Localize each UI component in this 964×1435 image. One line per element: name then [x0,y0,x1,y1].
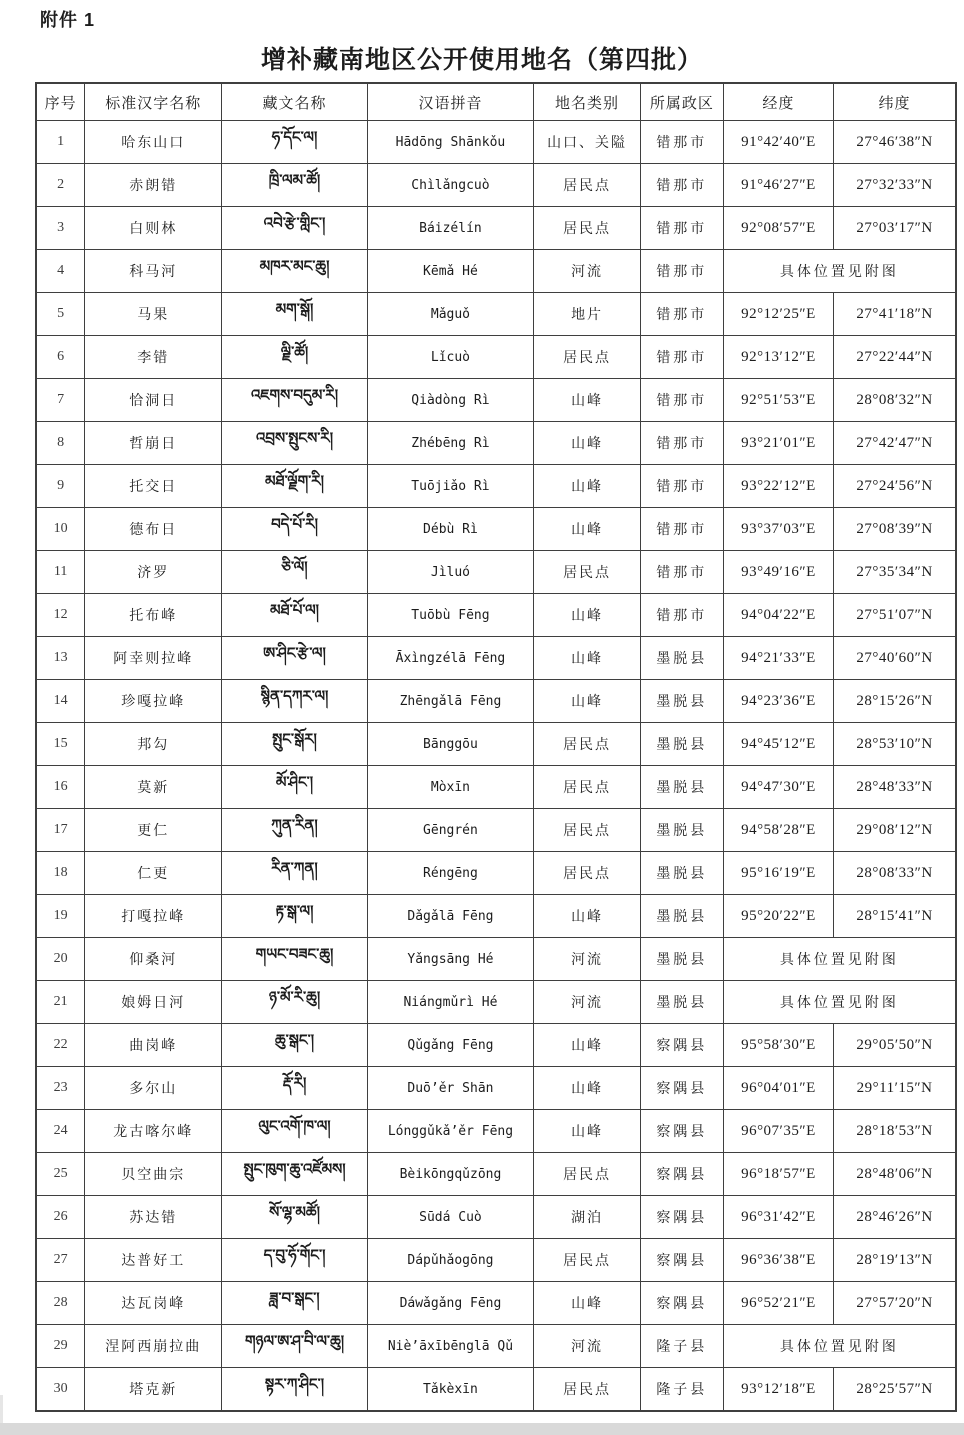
cell-region: 错那市 [640,250,723,293]
table-row [36,852,956,895]
cell-longitude: 93°22′12″E [723,465,833,508]
cell-tibetan-name: མཁར་མང་ཆུ། [222,250,367,293]
cell-longitude: 96°36′38″E [723,1239,833,1282]
table-row [36,422,956,465]
cell-pinyin: Tǎkèxīn [367,1368,534,1412]
cell-tibetan-name: ཆུ་སྒང་། [222,1024,367,1067]
cell-latitude: 27°22′44″N [834,336,956,379]
cell-pinyin: Yǎngsāng Hé [367,938,534,981]
cell-tibetan-name: ཨ་ཤིང་རྩེ་ལ། [222,637,367,680]
cell-no: 19 [36,895,85,938]
cell-no: 13 [36,637,85,680]
cell-chinese-name: 阿幸则拉峰 [85,637,222,680]
cell-category: 居民点 [534,766,641,809]
table-row [36,895,956,938]
table-row [36,809,956,852]
cell-category: 山峰 [534,895,641,938]
cell-longitude: 94°21′33″E [723,637,833,680]
cell-chinese-name: 更仁 [85,809,222,852]
cell-region: 错那市 [640,551,723,594]
cell-no: 7 [36,379,85,422]
cell-tibetan-name: རྡོ་རི། [222,1067,367,1110]
cell-location-note: 具体位置见附图 [723,1325,956,1368]
cell-chinese-name: 李错 [85,336,222,379]
cell-chinese-name: 苏达错 [85,1196,222,1239]
cell-pinyin: Gēngrén [367,809,534,852]
table-row [36,1368,956,1412]
cell-tibetan-name: འབེ་རྩེ་གླིང་། [222,207,367,250]
cell-category: 居民点 [534,207,641,250]
cell-region: 墨脱县 [640,766,723,809]
cell-chinese-name: 恰洞日 [85,379,222,422]
table-row [36,551,956,594]
cell-pinyin: Niè’āxībēnglā Qǔ [367,1325,534,1368]
cell-longitude: 96°31′42″E [723,1196,833,1239]
cell-pinyin: Niángmǔrì Hé [367,981,534,1024]
cell-no: 18 [36,852,85,895]
cell-latitude: 29°08′12″N [834,809,956,852]
place-names-table [35,82,957,1412]
cell-chinese-name: 打嘎拉峰 [85,895,222,938]
cell-latitude: 27°08′39″N [834,508,956,551]
cell-latitude: 28°15′26″N [834,680,956,723]
cell-chinese-name: 托布峰 [85,594,222,637]
cell-pinyin: Zhēngǎlā Fēng [367,680,534,723]
cell-pinyin: Āxìngzélā Fēng [367,637,534,680]
cell-pinyin: Kēmǎ Hé [367,250,534,293]
cell-no: 12 [36,594,85,637]
cell-no: 22 [36,1024,85,1067]
cell-region: 察隅县 [640,1196,723,1239]
cell-no: 6 [36,336,85,379]
cell-longitude: 94°45′12″E [723,723,833,766]
cell-category: 山峰 [534,508,641,551]
cell-region: 错那市 [640,336,723,379]
header-pinyin: 汉语拼音 [367,83,534,121]
cell-pinyin: Hādōng Shānkǒu [367,121,534,164]
cell-tibetan-name: གཉལ་ཨ་ཤ་བི་ལ་ཆུ། [222,1325,367,1368]
cell-no: 24 [36,1110,85,1153]
cell-category: 山峰 [534,594,641,637]
cell-tibetan-name: སྤུང་སྒོར། [222,723,367,766]
table-row [36,1282,956,1325]
cell-tibetan-name: སྟར་ཀ་ཤིང་། [222,1368,367,1412]
cell-chinese-name: 邦勾 [85,723,222,766]
cell-no: 3 [36,207,85,250]
cell-category: 居民点 [534,1368,641,1412]
cell-latitude: 28°19′13″N [834,1239,956,1282]
cell-category: 居民点 [534,164,641,207]
cell-pinyin: Qǔgǎng Fēng [367,1024,534,1067]
cell-chinese-name: 赤朗错 [85,164,222,207]
cell-longitude: 91°46′27″E [723,164,833,207]
cell-longitude: 93°12′18″E [723,1368,833,1412]
cell-pinyin: Dáwǎgǎng Fēng [367,1282,534,1325]
cell-chinese-name: 达普好工 [85,1239,222,1282]
cell-tibetan-name: རྟ་སྒ་ལ། [222,895,367,938]
table-row [36,1110,956,1153]
header-longitude: 经度 [723,83,833,121]
cell-region: 察隅县 [640,1110,723,1153]
cell-chinese-name: 珍嘎拉峰 [85,680,222,723]
table-row [36,1024,956,1067]
cell-chinese-name: 仁更 [85,852,222,895]
cell-region: 墨脱县 [640,637,723,680]
cell-category: 河流 [534,1325,641,1368]
cell-tibetan-name: ཅི་ལོ། [222,551,367,594]
cell-category: 山峰 [534,465,641,508]
cell-category: 山峰 [534,680,641,723]
cell-location-note: 具体位置见附图 [723,938,956,981]
cell-region: 错那市 [640,164,723,207]
cell-latitude: 29°11′15″N [834,1067,956,1110]
table-row [36,465,956,508]
cell-pinyin: Mòxīn [367,766,534,809]
cell-no: 23 [36,1067,85,1110]
cell-latitude: 29°05′50″N [834,1024,956,1067]
cell-category: 地片 [534,293,641,336]
table-row [36,938,956,981]
cell-region: 错那市 [640,594,723,637]
cell-category: 居民点 [534,336,641,379]
table-row [36,207,956,250]
cell-no: 2 [36,164,85,207]
cell-chinese-name: 济罗 [85,551,222,594]
header-latitude: 纬度 [834,83,956,121]
cell-longitude: 95°16′19″E [723,852,833,895]
cell-chinese-name: 科马河 [85,250,222,293]
cell-no: 5 [36,293,85,336]
table-row [36,680,956,723]
cell-latitude: 28°48′06″N [834,1153,956,1196]
cell-region: 隆子县 [640,1368,723,1412]
cell-longitude: 96°07′35″E [723,1110,833,1153]
table-row [36,293,956,336]
cell-pinyin: Lǐcuò [367,336,534,379]
cell-latitude: 27°03′17″N [834,207,956,250]
cell-category: 居民点 [534,809,641,852]
cell-pinyin: Lónggǔkǎ’ěr Fēng [367,1110,534,1153]
cell-chinese-name: 莫新 [85,766,222,809]
table-row [36,336,956,379]
cell-tibetan-name: ཟླ་བ་སྒང་། [222,1282,367,1325]
cell-no: 26 [36,1196,85,1239]
cell-chinese-name: 托交日 [85,465,222,508]
cell-no: 8 [36,422,85,465]
cell-region: 察隅县 [640,1239,723,1282]
cell-region: 错那市 [640,121,723,164]
cell-pinyin: Sūdá Cuò [367,1196,534,1239]
cell-no: 4 [36,250,85,293]
cell-tibetan-name: བདེ་པོ་རི། [222,508,367,551]
cell-longitude: 96°18′57″E [723,1153,833,1196]
cell-pinyin: Dǎgǎlā Fēng [367,895,534,938]
cell-chinese-name: 德布日 [85,508,222,551]
cell-longitude: 94°23′36″E [723,680,833,723]
cell-chinese-name: 贝空曲宗 [85,1153,222,1196]
table-header [36,83,956,121]
header-region: 所属政区 [640,83,723,121]
cell-longitude: 93°37′03″E [723,508,833,551]
cell-region: 墨脱县 [640,723,723,766]
cell-chinese-name: 仰桑河 [85,938,222,981]
cell-pinyin: Débù Rì [367,508,534,551]
cell-region: 错那市 [640,465,723,508]
cell-tibetan-name: མཐོ་ལྗོག་རི། [222,465,367,508]
cell-region: 察隅县 [640,1024,723,1067]
cell-category: 山峰 [534,1024,641,1067]
cell-category: 河流 [534,250,641,293]
cell-region: 错那市 [640,293,723,336]
cell-category: 居民点 [534,1153,641,1196]
header-category: 地名类别 [534,83,641,121]
cell-latitude: 28°08′33″N [834,852,956,895]
cell-longitude: 96°04′01″E [723,1067,833,1110]
cell-region: 错那市 [640,207,723,250]
table-row [36,766,956,809]
cell-latitude: 27°57′20″N [834,1282,956,1325]
cell-latitude: 27°46′38″N [834,121,956,164]
header-tibetan: 藏文名称 [222,83,367,121]
cell-category: 居民点 [534,852,641,895]
cell-location-note: 具体位置见附图 [723,250,956,293]
table-row [36,1153,956,1196]
cell-tibetan-name: འཇགས་བདུམ་རི། [222,379,367,422]
cell-region: 墨脱县 [640,895,723,938]
cell-region: 错那市 [640,422,723,465]
cell-no: 28 [36,1282,85,1325]
header-no: 序号 [36,83,85,121]
table-row [36,1239,956,1282]
cell-chinese-name: 曲岗峰 [85,1024,222,1067]
cell-tibetan-name: མོ་ཤིང་། [222,766,367,809]
cell-chinese-name: 马果 [85,293,222,336]
cell-no: 21 [36,981,85,1024]
table-row [36,594,956,637]
cell-latitude: 27°32′33″N [834,164,956,207]
cell-chinese-name: 龙古喀尔峰 [85,1110,222,1153]
cell-latitude: 28°18′53″N [834,1110,956,1153]
cell-region: 墨脱县 [640,680,723,723]
cell-chinese-name: 哈东山口 [85,121,222,164]
table-row [36,1196,956,1239]
cell-longitude: 91°42′40″E [723,121,833,164]
cell-latitude: 27°40′60″N [834,637,956,680]
table-row [36,508,956,551]
cell-category: 居民点 [534,723,641,766]
table-row [36,1067,956,1110]
cell-region: 墨脱县 [640,938,723,981]
cell-no: 10 [36,508,85,551]
cell-pinyin: Réngēng [367,852,534,895]
cell-region: 错那市 [640,508,723,551]
cell-region: 墨脱县 [640,809,723,852]
cell-latitude: 28°08′32″N [834,379,956,422]
cell-region: 隆子县 [640,1325,723,1368]
cell-pinyin: Dápǔhǎogōng [367,1239,534,1282]
cell-chinese-name: 哲崩日 [85,422,222,465]
cell-region: 察隅县 [640,1282,723,1325]
cell-chinese-name: 涅阿西崩拉曲 [85,1325,222,1368]
cell-tibetan-name: སྤུང་ཁུག་ཆུ་འཛོམས། [222,1153,367,1196]
cell-tibetan-name: རིན་ཀན། [222,852,367,895]
cell-pinyin: Báizélín [367,207,534,250]
cell-chinese-name: 塔克新 [85,1368,222,1412]
cell-latitude: 27°24′56″N [834,465,956,508]
cell-pinyin: Zhébēng Rì [367,422,534,465]
cell-latitude: 27°41′18″N [834,293,956,336]
cell-tibetan-name: མག་སྒོ། [222,293,367,336]
table-row [36,723,956,766]
cell-chinese-name: 多尔山 [85,1067,222,1110]
cell-tibetan-name: ལུང་འགོ་ཁ་ལ། [222,1110,367,1153]
page-title: 增补藏南地区公开使用地名（第四批） [260,46,703,74]
cell-latitude: 28°53′10″N [834,723,956,766]
cell-pinyin: Duō’ěr Shān [367,1067,534,1110]
cell-region: 墨脱县 [640,852,723,895]
cell-tibetan-name: སོ་ལྷ་མཚོ། [222,1196,367,1239]
attachment-label: 附件 1 [40,10,96,30]
cell-latitude: 28°25′57″N [834,1368,956,1412]
cell-tibetan-name: ལྗི་ཚོ། [222,336,367,379]
cell-tibetan-name: ད་བུ་ཧོ་གོང་། [222,1239,367,1282]
cell-tibetan-name: ཀུན་རིན། [222,809,367,852]
cell-chinese-name: 白则林 [85,207,222,250]
cell-no: 27 [36,1239,85,1282]
cell-location-note: 具体位置见附图 [723,981,956,1024]
cell-no: 14 [36,680,85,723]
header-name: 标准汉字名称 [85,83,222,121]
cell-tibetan-name: ཉ་མོ་རི་ཆུ། [222,981,367,1024]
cell-longitude: 94°58′28″E [723,809,833,852]
cell-no: 25 [36,1153,85,1196]
cell-latitude: 28°46′26″N [834,1196,956,1239]
table-row [36,981,956,1024]
cell-tibetan-name: སྙིན་དཀར་ལ། [222,680,367,723]
page-bottom-band [0,1423,964,1435]
cell-longitude: 94°04′22″E [723,594,833,637]
cell-tibetan-name: འབྲས་སྤུངས་རི། [222,422,367,465]
cell-pinyin: Tuōbù Fēng [367,594,534,637]
cell-latitude: 27°51′07″N [834,594,956,637]
cell-pinyin: Qiàdòng Rì [367,379,534,422]
cell-no: 1 [36,121,85,164]
cell-category: 山峰 [534,422,641,465]
cell-no: 11 [36,551,85,594]
cell-category: 山峰 [534,1067,641,1110]
cell-longitude: 94°47′30″E [723,766,833,809]
cell-chinese-name: 达瓦岗峰 [85,1282,222,1325]
cell-longitude: 93°21′01″E [723,422,833,465]
cell-no: 29 [36,1325,85,1368]
cell-longitude: 92°08′57″E [723,207,833,250]
cell-category: 居民点 [534,551,641,594]
cell-tibetan-name: ཁྲི་ལམ་ཚོ། [222,164,367,207]
cell-no: 30 [36,1368,85,1412]
cell-no: 15 [36,723,85,766]
cell-region: 察隅县 [640,1067,723,1110]
cell-pinyin: Bèikōngqǔzōng [367,1153,534,1196]
cell-pinyin: Tuōjiǎo Rì [367,465,534,508]
cell-latitude: 27°35′34″N [834,551,956,594]
cell-category: 山峰 [534,1282,641,1325]
cell-longitude: 93°49′16″E [723,551,833,594]
cell-no: 9 [36,465,85,508]
cell-no: 17 [36,809,85,852]
cell-no: 20 [36,938,85,981]
table-row [36,379,956,422]
cell-latitude: 28°48′33″N [834,766,956,809]
cell-tibetan-name: གཡང་བཟང་ཆུ། [222,938,367,981]
table-header-row [36,83,956,121]
cell-category: 山口、关隘 [534,121,641,164]
cell-tibetan-name: ཧ་དོང་ལ། [222,121,367,164]
cell-longitude: 92°12′25″E [723,293,833,336]
cell-category: 居民点 [534,1239,641,1282]
table-body [36,121,956,1412]
cell-region: 错那市 [640,379,723,422]
cell-category: 河流 [534,938,641,981]
table-row [36,121,956,164]
cell-longitude: 92°51′53″E [723,379,833,422]
cell-tibetan-name: མཐོ་པོ་ལ། [222,594,367,637]
cell-latitude: 28°15′41″N [834,895,956,938]
table-row [36,250,956,293]
cell-region: 墨脱县 [640,981,723,1024]
cell-category: 湖泊 [534,1196,641,1239]
cell-category: 河流 [534,981,641,1024]
cell-latitude: 27°42′47″N [834,422,956,465]
cell-pinyin: Mǎguǒ [367,293,534,336]
cell-pinyin: Chìlǎngcuò [367,164,534,207]
table-row [36,1325,956,1368]
table-row [36,637,956,680]
cell-category: 山峰 [534,637,641,680]
table-row [36,164,956,207]
cell-longitude: 95°20′22″E [723,895,833,938]
cell-category: 山峰 [534,379,641,422]
cell-pinyin: Bānggōu [367,723,534,766]
cell-longitude: 92°13′12″E [723,336,833,379]
cell-pinyin: Jìluó [367,551,534,594]
cell-longitude: 95°58′30″E [723,1024,833,1067]
cell-longitude: 96°52′21″E [723,1282,833,1325]
cell-chinese-name: 娘姆日河 [85,981,222,1024]
cell-category: 山峰 [534,1110,641,1153]
cell-region: 察隅县 [640,1153,723,1196]
cell-no: 16 [36,766,85,809]
